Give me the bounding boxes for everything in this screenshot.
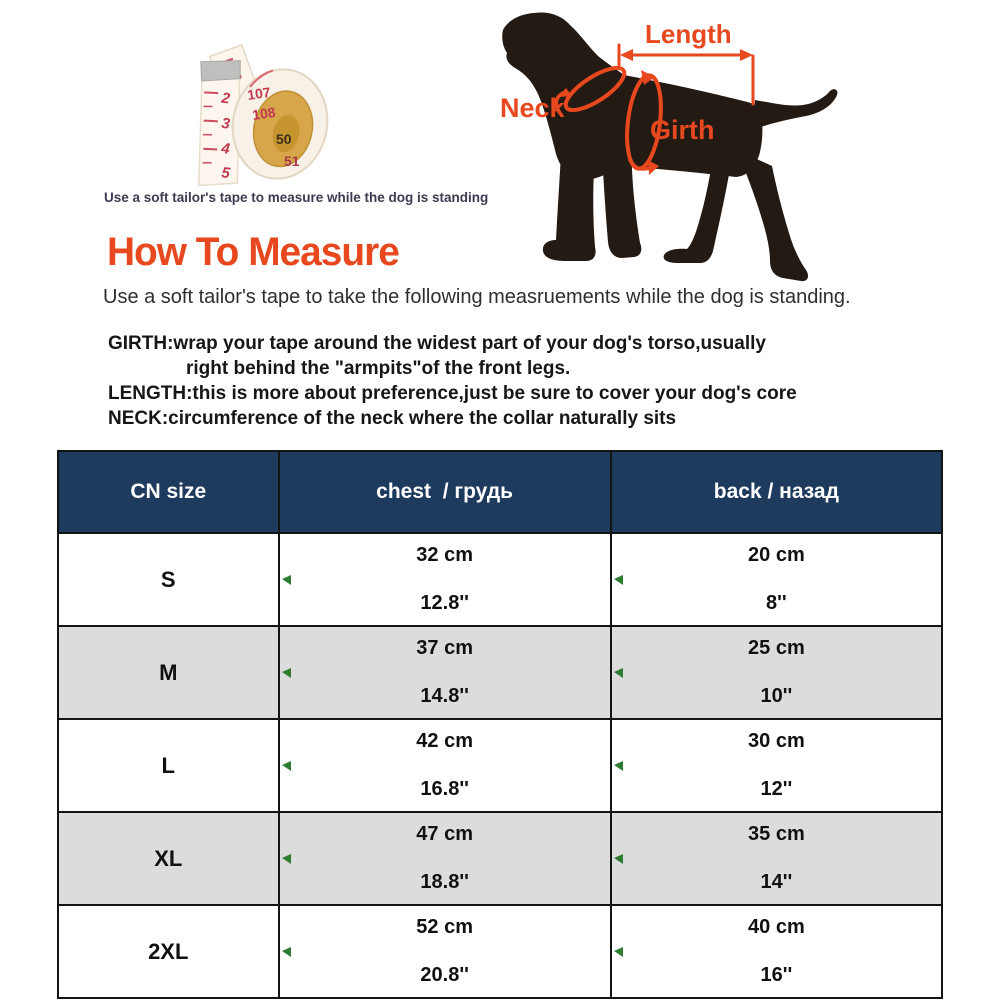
green-arrow-marker-icon <box>614 668 623 678</box>
tape-number: 5 <box>220 164 231 183</box>
header-chest: chest / грудь <box>280 452 612 532</box>
back-cell <box>612 906 941 997</box>
chest-cm: 37 cm <box>416 637 473 659</box>
back-in: 14'' <box>760 871 793 893</box>
tape-number: 4 <box>220 140 231 158</box>
tape-caption: Use a soft tailor's tape to measure while the dog is standing <box>104 190 489 205</box>
chest-cm: 42 cm <box>416 730 473 752</box>
dog-measure-diagram <box>455 0 905 300</box>
size-row-xl <box>59 811 941 904</box>
chest-cm: 52 cm <box>416 916 473 938</box>
size-row-s <box>59 532 941 625</box>
green-arrow-marker-icon <box>614 761 623 771</box>
neck-label: Neck <box>500 93 565 123</box>
back-cm: 40 cm <box>748 916 805 938</box>
back-in: 12'' <box>760 778 793 800</box>
green-arrow-marker-icon <box>282 761 291 771</box>
size-value: S <box>59 534 280 625</box>
green-arrow-marker-icon <box>614 575 623 585</box>
size-row-l <box>59 718 941 811</box>
measuring-notes <box>108 331 938 431</box>
tape-number: 2 <box>220 89 231 108</box>
tape-number: 50 <box>276 131 292 147</box>
length-label: Length <box>645 19 732 49</box>
note-neck: NECK:circumference of the neck where the collar naturally sits <box>108 408 677 429</box>
tape-measure-illustration <box>140 42 355 192</box>
chest-cell <box>280 813 612 904</box>
back-cell <box>612 720 941 811</box>
chest-cell <box>280 906 612 997</box>
back-cell <box>612 534 941 625</box>
note-girth-line1: GIRTH:wrap your tape around the widest part of your dog's torso,usually <box>108 333 766 354</box>
table-header-row <box>59 452 941 532</box>
chest-cm: 47 cm <box>416 823 473 845</box>
size-value: L <box>59 720 280 811</box>
back-cell <box>612 813 941 904</box>
tape-number: 3 <box>220 114 231 133</box>
size-value: M <box>59 627 280 718</box>
chest-in: 12.8'' <box>420 592 469 614</box>
chest-in: 20.8'' <box>420 964 469 986</box>
how-to-measure-heading: How To Measure <box>107 230 399 274</box>
size-chart-table <box>57 450 943 999</box>
girth-label: Girth <box>650 115 715 145</box>
tape-number: 107 <box>246 83 272 103</box>
chest-cell <box>280 534 612 625</box>
size-row-m <box>59 625 941 718</box>
chest-cell <box>280 627 612 718</box>
green-arrow-marker-icon <box>614 947 623 957</box>
chest-in: 18.8'' <box>420 871 469 893</box>
green-arrow-marker-icon <box>282 668 291 678</box>
chest-cm: 32 cm <box>416 544 473 566</box>
green-arrow-marker-icon <box>282 575 291 585</box>
size-row-2xl <box>59 904 941 997</box>
tape-number: 108 <box>251 103 277 123</box>
green-arrow-marker-icon <box>614 854 623 864</box>
back-in: 16'' <box>760 964 793 986</box>
chest-in: 14.8'' <box>420 685 469 707</box>
tape-number: 51 <box>284 153 300 169</box>
green-arrow-marker-icon <box>282 947 291 957</box>
note-girth-line2: right behind the "armpits"of the front legs. <box>186 358 571 379</box>
header-back: back / назад <box>713 480 839 503</box>
dog-silhouette <box>502 13 837 282</box>
chest-cell <box>280 720 612 811</box>
back-in: 10'' <box>760 685 793 707</box>
back-cm: 30 cm <box>748 730 805 752</box>
back-cm: 20 cm <box>748 544 805 566</box>
chest-in: 16.8'' <box>420 778 469 800</box>
back-in: 8'' <box>766 592 787 614</box>
back-cell <box>612 627 941 718</box>
back-cm: 25 cm <box>748 637 805 659</box>
header-cn-size: CN size <box>59 452 280 532</box>
green-arrow-marker-icon <box>282 854 291 864</box>
how-to-intro: Use a soft tailor's tape to take the following measruements while the dog is standing. <box>103 286 851 308</box>
size-value: XL <box>59 813 280 904</box>
size-value: 2XL <box>59 906 280 997</box>
note-length: LENGTH:this is more about preference,just be sure to cover your dog's core <box>108 383 797 404</box>
back-cm: 35 cm <box>748 823 805 845</box>
